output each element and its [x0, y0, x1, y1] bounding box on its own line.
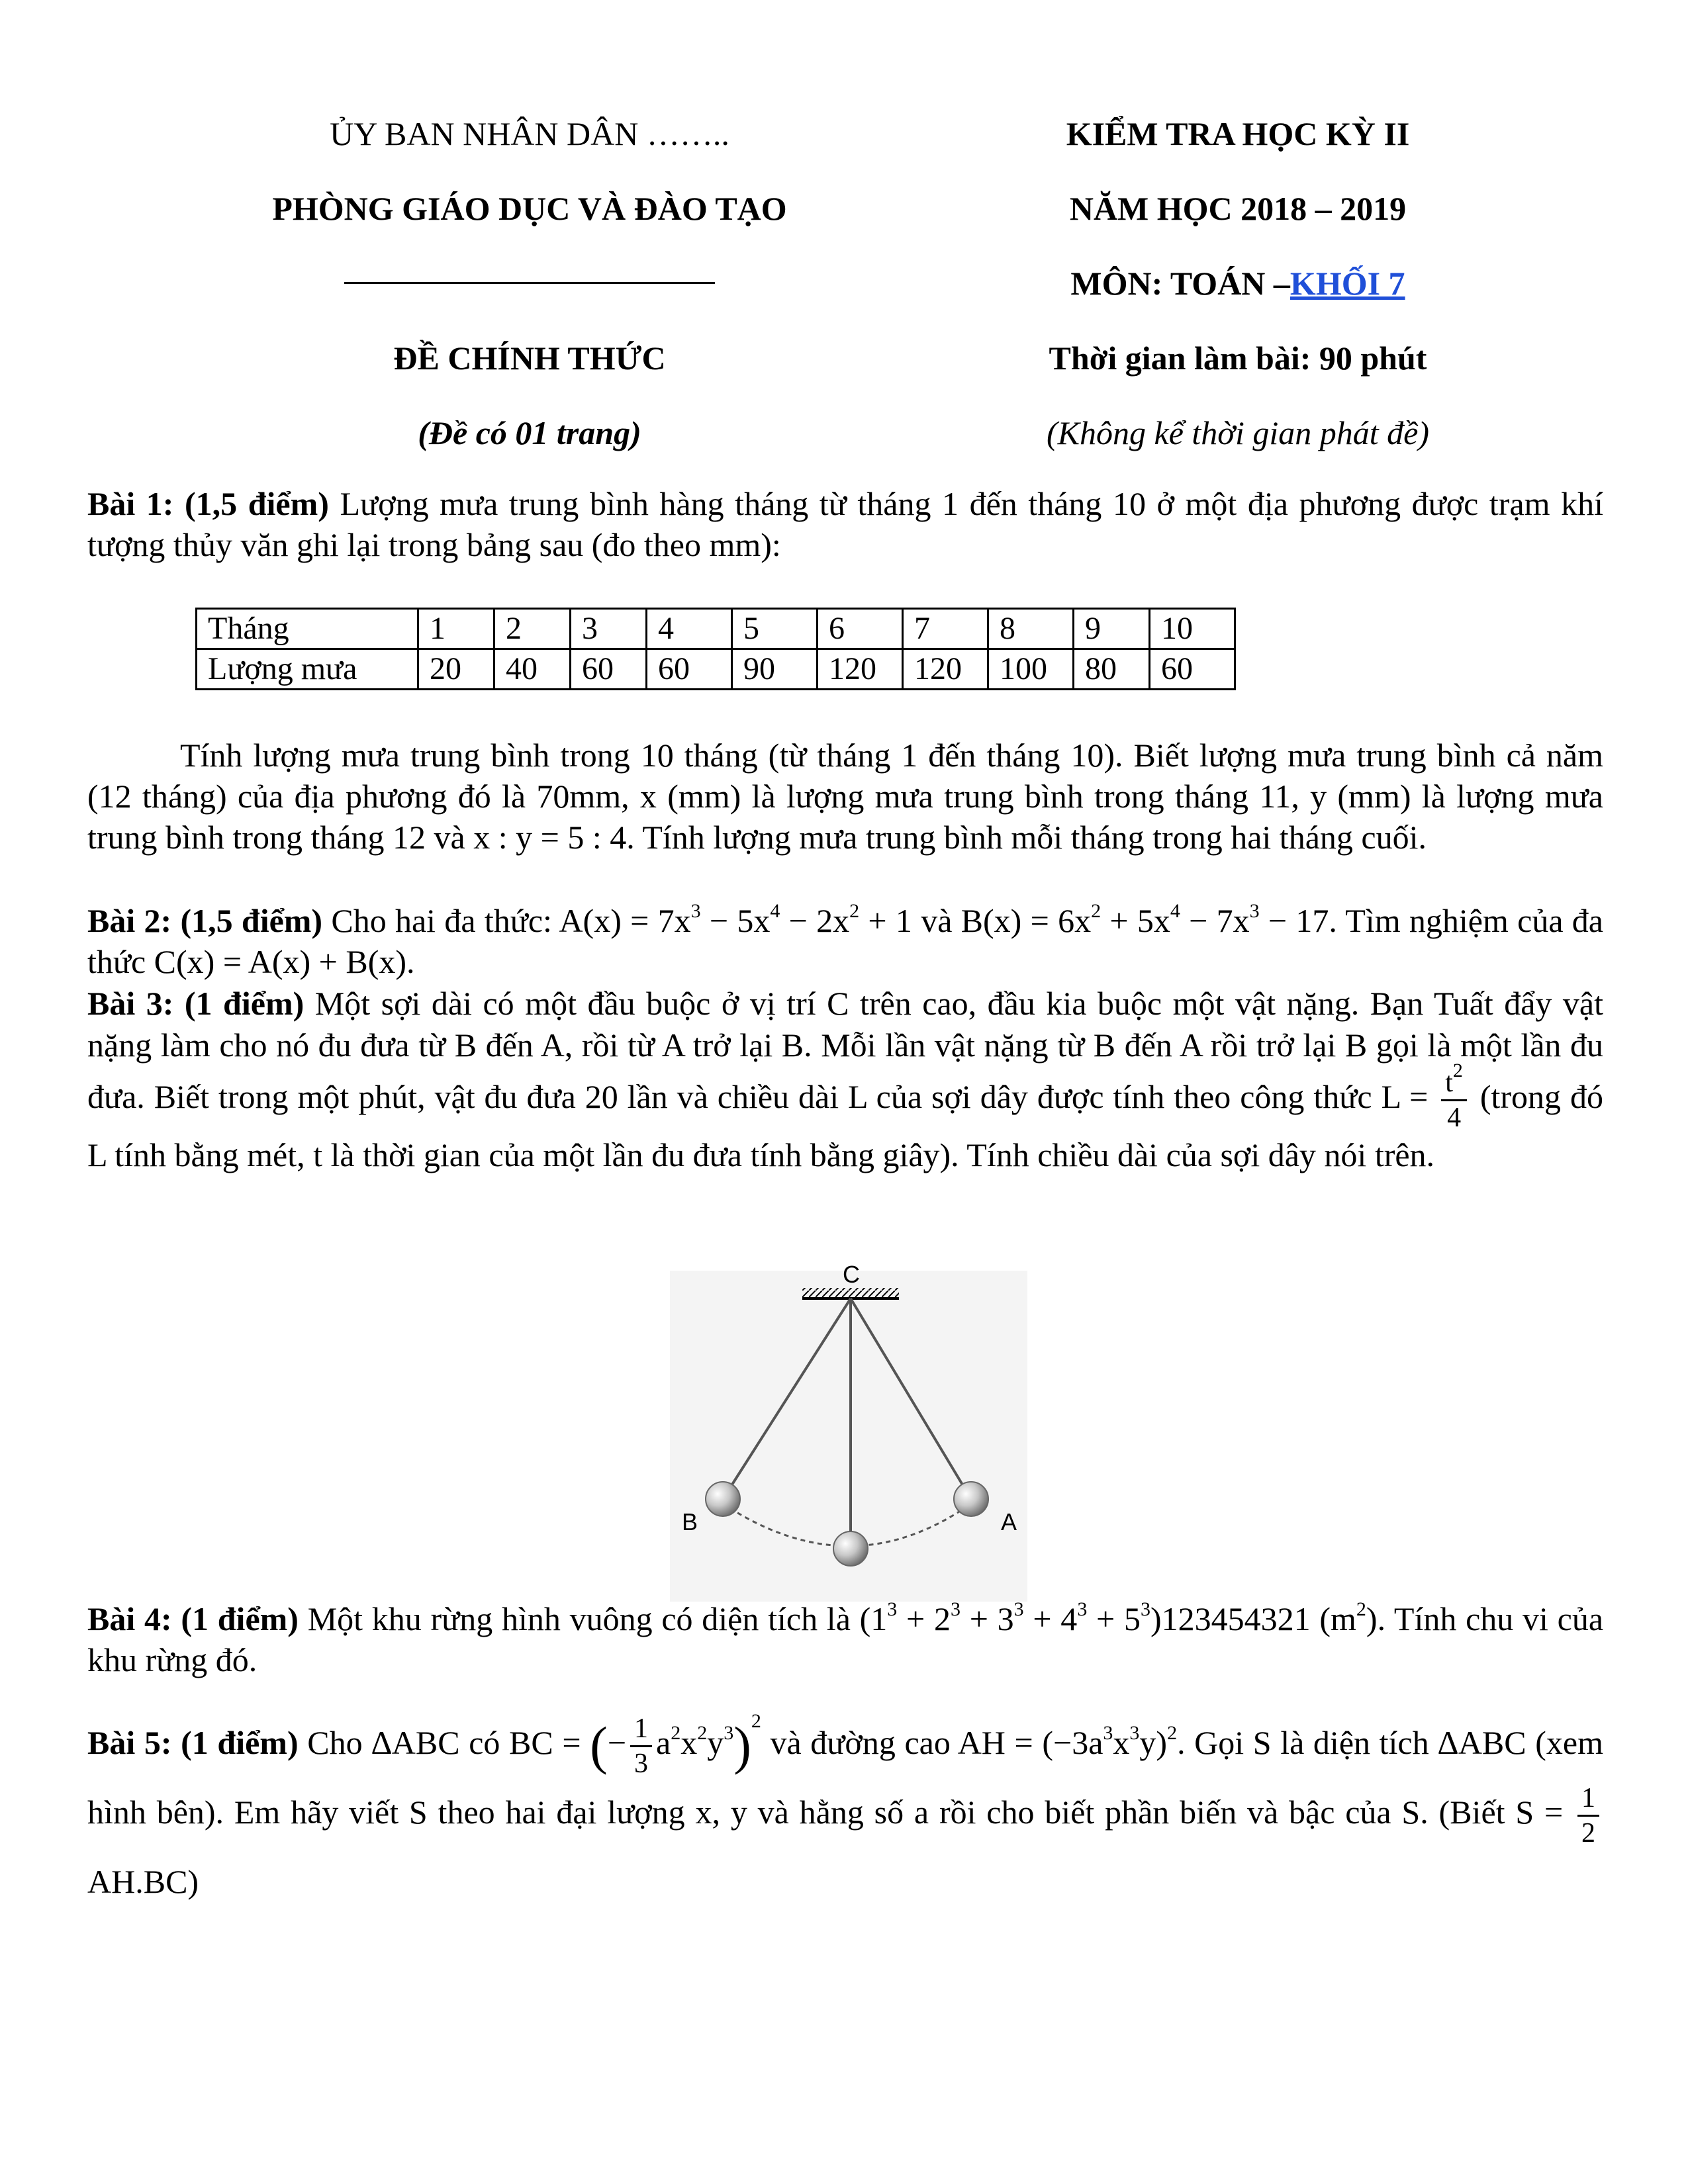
- table-cell: 80: [1074, 649, 1150, 690]
- committee-name: ỦY BAN NHÂN DÂN ……..: [330, 114, 729, 152]
- problem-5-text-2: và đường cao: [761, 1724, 958, 1761]
- problem-4-text-after: . Tính chu vi của khu rừng đó.: [87, 1600, 1604, 1678]
- label-c: C: [843, 1261, 860, 1288]
- ball-a: [954, 1482, 988, 1516]
- formula-l: L = $\frac{t^2}{4}$: [1381, 1078, 1470, 1115]
- table-cell: 6: [818, 609, 903, 649]
- ball-center: [833, 1531, 868, 1566]
- problem-4-text: Một khu rừng hình vuông có diện tích là: [298, 1600, 860, 1637]
- table-cell: 40: [494, 649, 571, 690]
- label-a: A: [1001, 1508, 1017, 1535]
- ball-b: [706, 1482, 740, 1516]
- subject-line: [940, 246, 1536, 320]
- table-cell: 60: [647, 649, 732, 690]
- table-cell: 20: [418, 649, 494, 690]
- school-year: NĂM HỌC 2018 – 2019: [1069, 189, 1407, 227]
- table-head-month: Tháng: [197, 609, 418, 649]
- table-cell: 3: [571, 609, 647, 649]
- table-cell: 60: [1150, 649, 1235, 690]
- problem-2: [87, 900, 1603, 982]
- table-cell: 90: [732, 649, 818, 690]
- table-cell: 120: [903, 649, 988, 690]
- problem-5-text-3: . Gọi S là diện tích ∆ABC (xem hình bên). Em hãy viết S theo hai đại lượng x, y và hằng số a rồi cho biết phần biến và bậc của S. (Biết: [87, 1724, 1603, 1831]
- table-cell: 2: [494, 609, 571, 649]
- official-label: ĐỀ CHÍNH THỨC: [393, 339, 666, 377]
- ah-expression: AH = $(-3a^3x^3y)^2$: [957, 1722, 1178, 1761]
- table-cell: 5: [732, 609, 818, 649]
- fraction-1-3: $\frac{1}{3}$: [630, 1712, 652, 1780]
- grade-link[interactable]: KHỐI 7: [1289, 264, 1405, 302]
- problem-3-label: Bài 3: (1 điểm): [87, 985, 305, 1022]
- problem-4-label: Bài 4: (1 điểm): [87, 1600, 299, 1637]
- problem-4: [87, 1598, 1603, 1680]
- problem-1-intro: [87, 483, 1603, 565]
- pendulum-figure: [670, 1257, 1027, 1602]
- table-head-rain: Lượng mưa: [197, 649, 418, 690]
- subject-label: MÔN: TOÁN –: [1070, 264, 1290, 302]
- problem-2-text-a: Cho hai đa thức:: [322, 902, 559, 939]
- header-divider: [199, 246, 861, 320]
- fraction-1-2: $\frac{1}{2}$: [1577, 1782, 1599, 1850]
- problem-2-text-b: . Tìm nghiệm của đa thức C(x) = A(x) + B(x).: [87, 902, 1603, 980]
- problem-3: [87, 983, 1603, 1176]
- table-cell: 100: [988, 649, 1074, 690]
- department-name: PHÒNG GIÁO DỤC VÀ ĐÀO TẠO: [272, 189, 787, 227]
- problem-2-label: Bài 2: (1,5 điểm): [87, 902, 323, 939]
- page-count-note: (Đề có 01 trang): [418, 414, 641, 451]
- ceiling-hatch: [802, 1288, 899, 1298]
- fraction-t2-over-4: $\frac{t^2}{4}$: [1441, 1066, 1467, 1134]
- table-cell: 9: [1074, 609, 1150, 649]
- problem-5-text-1: Cho ∆ABC có: [298, 1724, 510, 1761]
- problem-5-label: Bài 5: (1 điểm): [87, 1724, 299, 1761]
- table-cell: 8: [988, 609, 1074, 649]
- fraction-numerator: t: [1445, 1068, 1453, 1098]
- polynomial-a: $A(x) = 7x^3 - 5x^4 - 2x^2 + 1$: [559, 900, 912, 939]
- problem-5: [87, 1711, 1603, 1913]
- table-cell: 60: [571, 649, 647, 690]
- area-formula: S = $\frac{1}{2}$: [1515, 1794, 1603, 1831]
- problem-2-and: và: [912, 902, 961, 939]
- problem-3-text: Một sợi dài có một đầu buộc ở vị trí C trên cao, đầu kia buộc một vật nặng. Bạn Tuất đẩy vật nặng làm cho nó đu đưa từ B đến A, rồi từ A trở lại B. Mỗi lần vật nặng từ B đến A rồi trở lại B gọi là một lần đu đưa. Biết trong một phút, vật đu đưa 20 lần và chiều dài L của sợi dây được tính theo công thức: [87, 985, 1603, 1115]
- header-right: [940, 96, 1536, 470]
- problem-5-text-4: AH.BC): [87, 1863, 199, 1901]
- table-cell: 4: [647, 609, 732, 649]
- problem-1-question: Tính lượng mưa trung bình trong 10 tháng (từ tháng 1 đến tháng 10). Biết lượng mưa trung bình cả năm (12 tháng) của địa phương đó là 70mm, x (mm) là lượng mưa trung bình trong tháng 11, y (mm) là lượng mưa trung bình trong tháng 12 và x : y = 5 : 4. Tính lượng mưa trung bình mỗi tháng trong hai tháng cuối.: [87, 737, 1603, 856]
- rainfall-table: [195, 608, 1236, 690]
- table-cell: 7: [903, 609, 988, 649]
- problem-1-text: Lượng mưa trung bình hàng tháng từ tháng 1 đến tháng 10 ở một địa phương được trạm khí tượng thủy văn ghi lại trong bảng sau (đo theo mm):: [87, 485, 1603, 563]
- bc-expression: BC = (− $\frac{1}{3}$ $a^2x^2y^3)^2$: [509, 1710, 761, 1780]
- exam-title: KIỂM TRA HỌC KỲ II: [1066, 114, 1410, 152]
- table-row: [197, 609, 1235, 649]
- table-cell: 120: [818, 649, 903, 690]
- area-expression: $(1^3 + 2^3 + 3^3 + 4^3 + 5^3)123454321$ $(m^2)$: [859, 1598, 1378, 1637]
- table-row: [197, 649, 1235, 690]
- area-number: 123454321: [1161, 1600, 1311, 1637]
- table-cell: 10: [1150, 609, 1235, 649]
- problem-1-label: Bài 1: (1,5 điểm): [87, 485, 329, 522]
- time-limit: Thời gian làm bài: 90 phút: [1049, 339, 1427, 377]
- polynomial-b: $B(x) = 6x^2 + 5x^4 - 7x^3 - 17$: [961, 900, 1329, 939]
- header-left: [199, 96, 861, 470]
- time-note: (Không kể thời gian phát đề): [1047, 414, 1429, 451]
- table-cell: 1: [418, 609, 494, 649]
- fraction-denominator: 4: [1447, 1103, 1462, 1133]
- problem-3-text-after: (trong đó L tính bằng mét, t là thời gian của một lần đu đưa tính bằng giây). Tính chiều dài của sợi dây nói trên.: [87, 1077, 1603, 1173]
- label-b: B: [682, 1508, 698, 1535]
